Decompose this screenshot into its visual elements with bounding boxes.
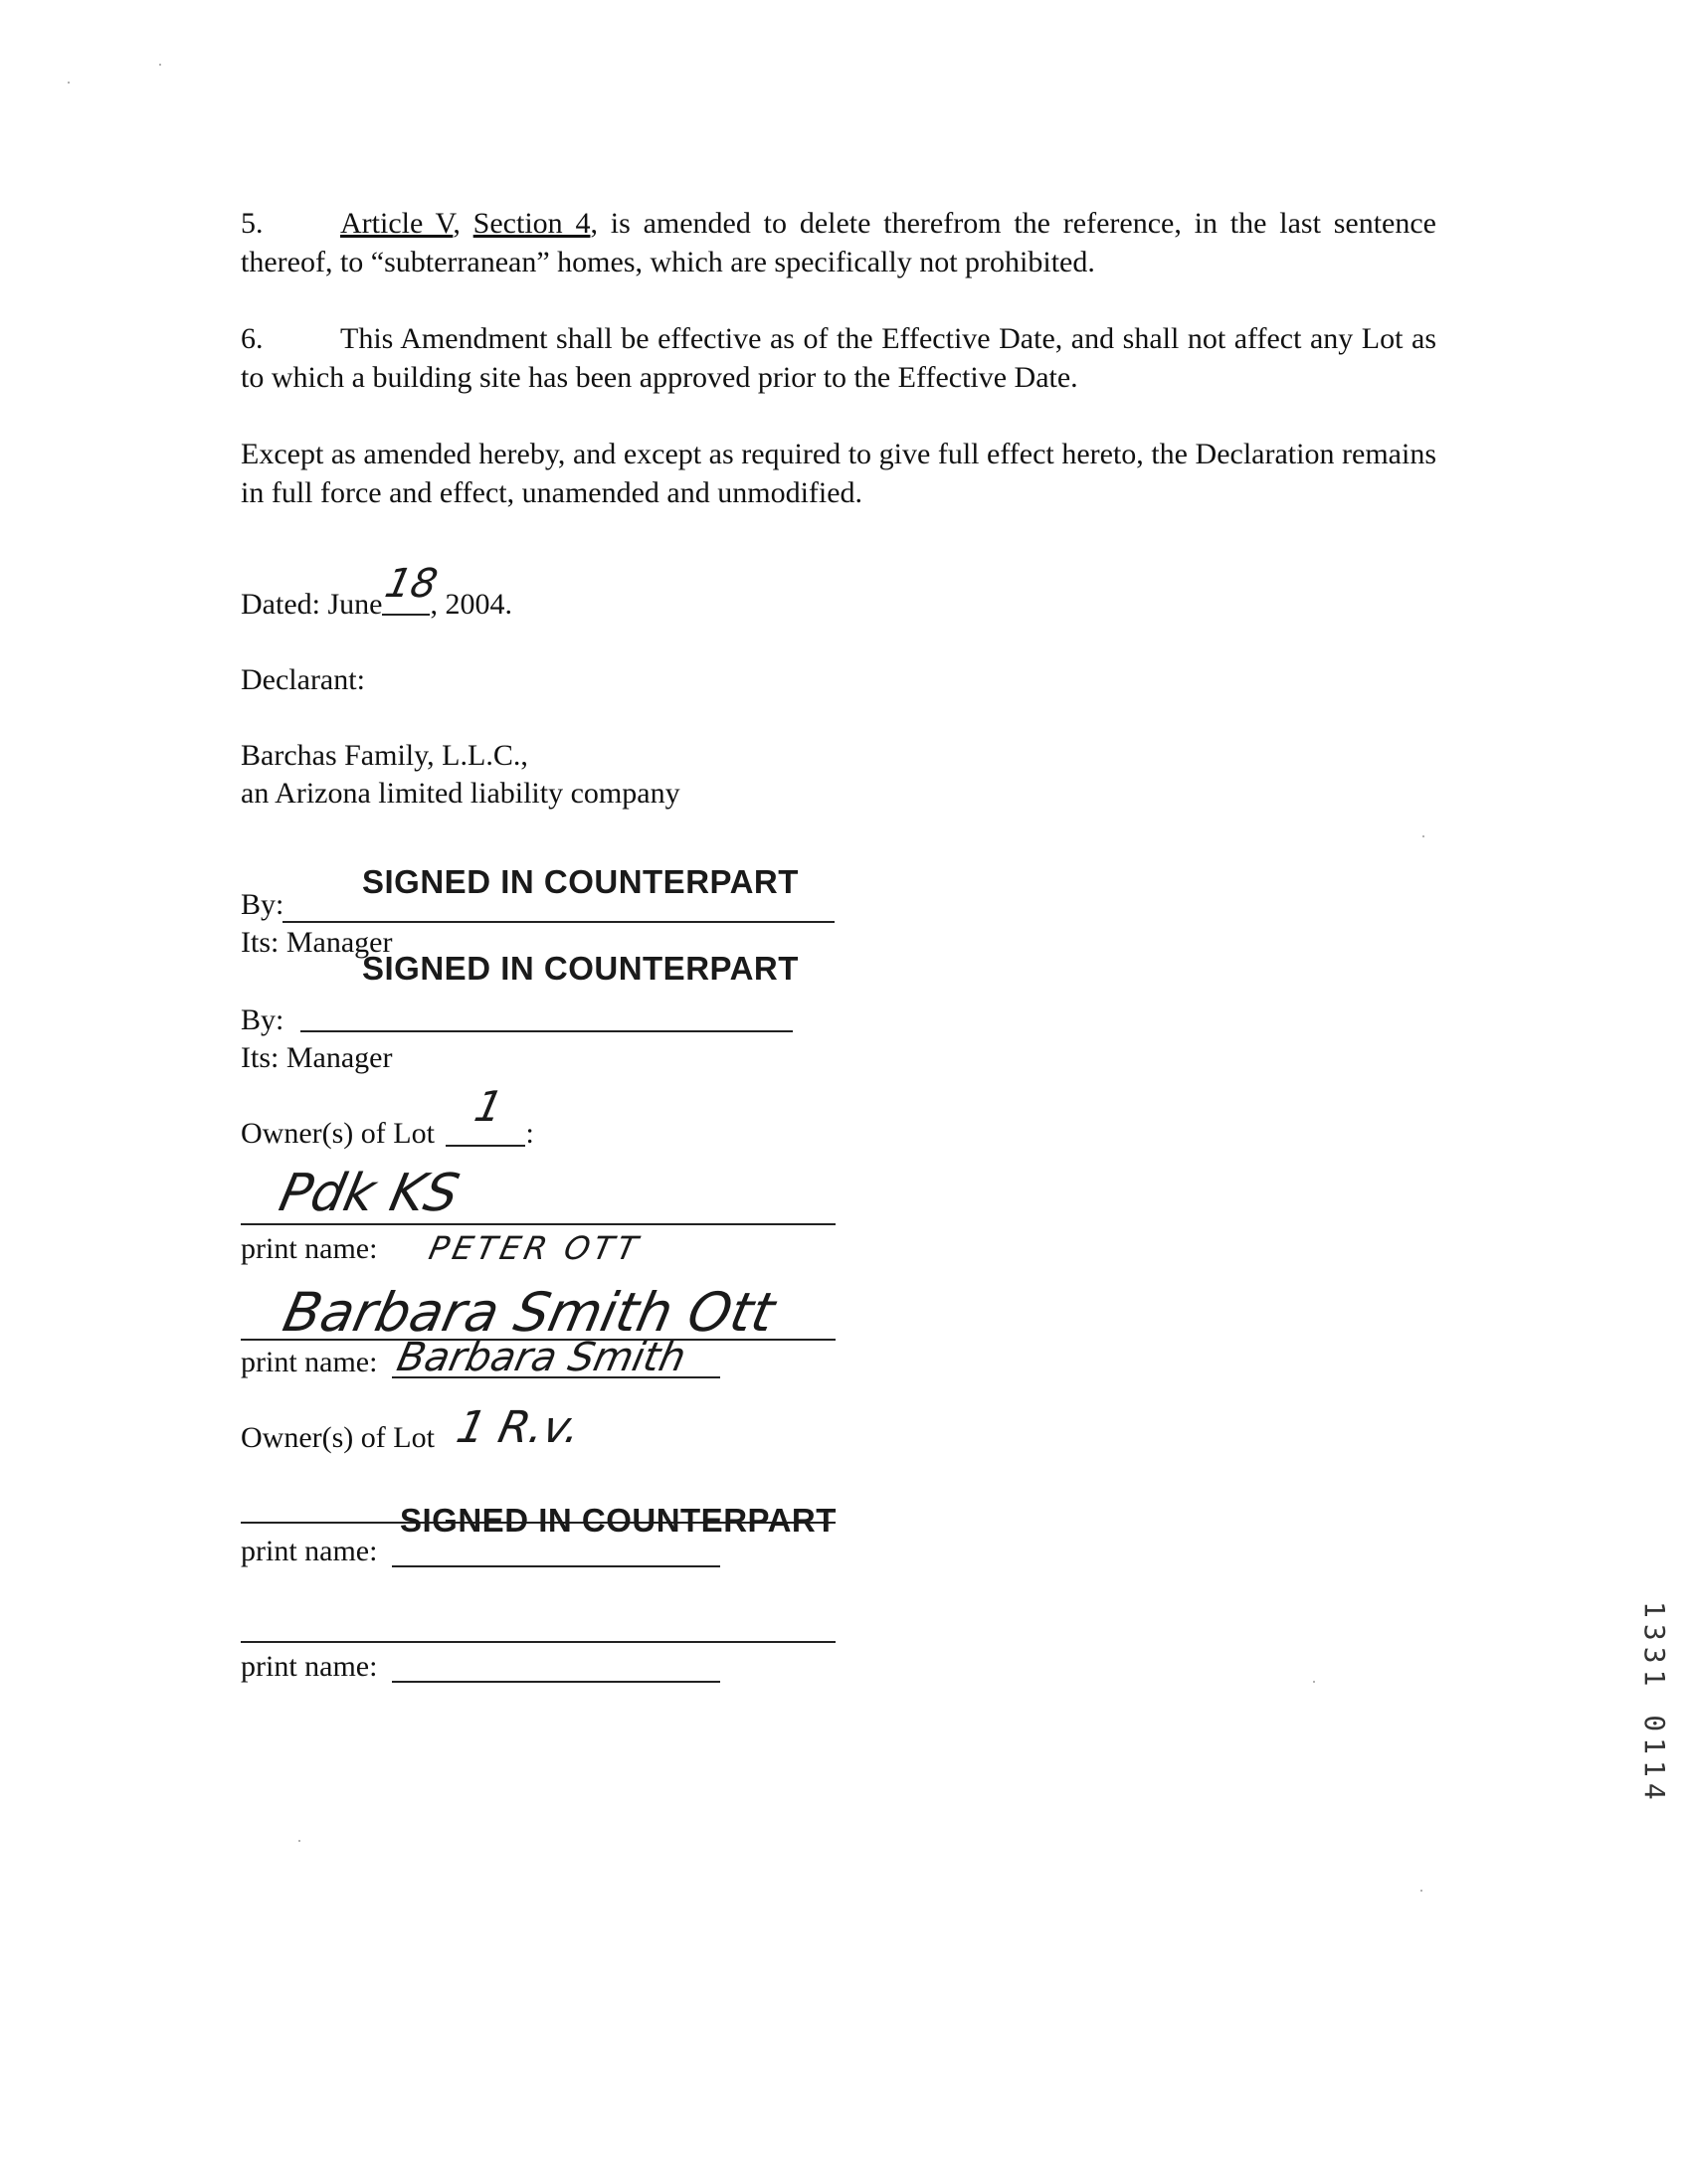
company-description: an Arizona limited liability company	[241, 777, 680, 810]
by-label-2: By:	[241, 1003, 284, 1036]
scan-speck	[159, 64, 161, 66]
separator: ,	[453, 207, 473, 240]
print-name-line-3	[392, 1565, 720, 1567]
paragraph-5	[241, 204, 1436, 281]
signature-line-1	[241, 1223, 836, 1225]
margin-recording-number: 1331 0114	[1638, 1601, 1671, 1806]
by-signature-line-1	[282, 921, 835, 923]
section-reference: Section 4	[472, 207, 591, 240]
scan-speck	[1422, 835, 1424, 837]
paragraph-number: 6.	[241, 322, 264, 355]
its-label-1: Its: Manager	[241, 926, 393, 959]
lot-colon: :	[525, 1117, 534, 1150]
counterpart-stamp-3: SIGNED IN COUNTERPART	[400, 1502, 837, 1539]
dated-day-blank	[381, 561, 443, 616]
print-name-label-2: print name:	[241, 1346, 378, 1378]
dated-day: 18	[381, 561, 443, 607]
signature-peter-ott: Pdk KS	[274, 1164, 465, 1223]
signature-line-4	[241, 1641, 836, 1643]
paragraph-except: Except as amended hereby, and except as required to give full effect hereto, the Declaration remains in full force and effect, unamended and unmodified.	[241, 438, 1436, 509]
paragraph-6	[241, 319, 1436, 397]
scan-speck	[68, 82, 70, 84]
signature-barbara-smith-ott: Barbara Smith Ott	[278, 1281, 781, 1344]
its-label-2: Its: Manager	[241, 1041, 393, 1074]
print-name-barbara-smith: Barbara Smith	[393, 1335, 690, 1380]
dated-year: , 2004.	[430, 588, 512, 621]
owners-label: Owner(s) of Lot	[241, 1117, 435, 1150]
lot-mark-scribble: 1 R.v.	[452, 1402, 586, 1453]
print-name-label-1: print name:	[241, 1232, 378, 1265]
lot-number: 1	[470, 1082, 508, 1131]
scan-speck	[1313, 1681, 1315, 1683]
scan-speck	[1420, 1890, 1422, 1892]
paragraph-number: 5.	[241, 207, 264, 240]
owners-lot-line-2: Owner(s) of Lot	[241, 1421, 435, 1454]
dated-line	[241, 561, 512, 623]
print-name-label-3: print name:	[241, 1535, 378, 1567]
article-reference: Article V	[340, 207, 454, 240]
by-label-1: By:	[241, 888, 284, 921]
scan-speck	[298, 1840, 300, 1842]
owners-lot-line-1	[241, 1082, 534, 1152]
declarant-label: Declarant:	[241, 663, 365, 696]
company-name: Barchas Family, L.L.C.,	[241, 739, 528, 772]
counterpart-stamp-1: SIGNED IN COUNTERPART	[362, 863, 799, 900]
paragraph-text: , is amended to delete therefrom the reference, in the last sentence thereof, to “subterranean” homes, which are specifically not prohibited.	[241, 207, 1436, 278]
by-signature-line-2	[300, 1030, 793, 1032]
print-name-label-4: print name:	[241, 1650, 378, 1683]
counterpart-stamp-2: SIGNED IN COUNTERPART	[362, 950, 799, 987]
dated-label: Dated: June	[241, 588, 383, 621]
print-name-line-4	[392, 1681, 720, 1683]
paragraph-text: This Amendment shall be effective as of the Effective Date, and shall not affect any Lot as to which a building site has been approved prior to the Effective Date.	[241, 322, 1436, 394]
print-name-peter-ott: PETER OTT	[425, 1229, 646, 1267]
lot-number-blank	[446, 1082, 525, 1147]
